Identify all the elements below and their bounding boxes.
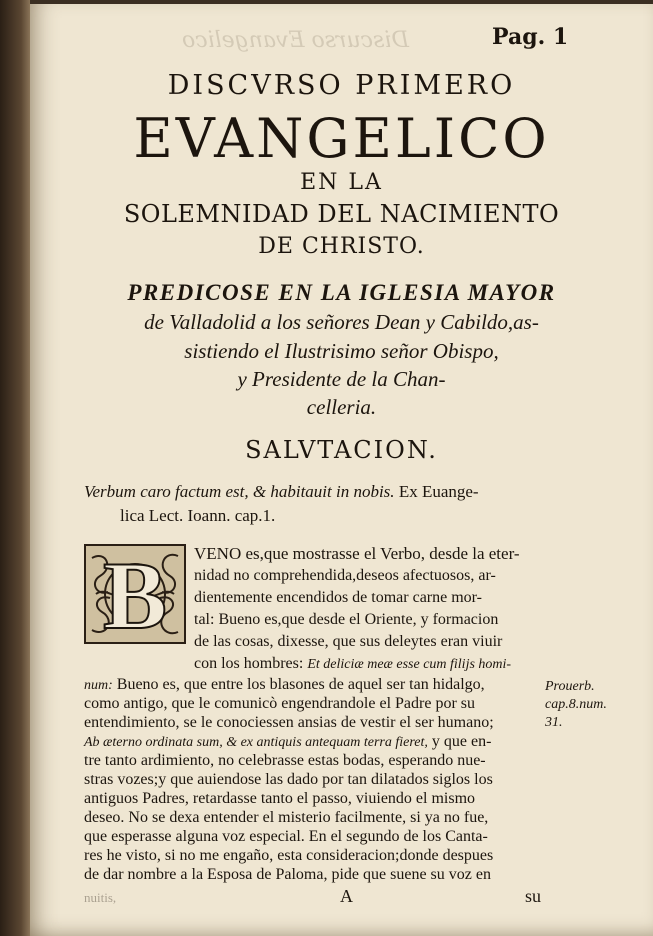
verse-source-a: Ex Euange-: [398, 482, 479, 501]
body-line-5: de las cosas, dixesse, que sus deleytes eran viuir: [194, 633, 503, 650]
decorated-initial: [84, 542, 186, 649]
body-line-4: tal: Bueno es,que desde el Oriente, y formacion: [194, 611, 499, 628]
body-line-10a-latin: Ab æterno ordinata sum, & ex antiquis antequam terra fieret,: [84, 735, 428, 750]
body-line-6a: con los hombres:: [194, 655, 304, 672]
body-line-2: nidad no comprehendida,deseos afectuosos, ar-: [194, 567, 496, 584]
body-line-14: deseo. No se dexa entender el misterio facilmente, si ya no fue,: [84, 809, 489, 826]
body-line-3: dientemente encendidos de tomar carne mor-: [194, 589, 482, 606]
title-line-evangelico: EVANGELICO: [133, 107, 550, 170]
title-line-en-la: EN LA: [300, 170, 383, 195]
preached-line-2: de Valladolid a los señores Dean y Cabildo,as-: [144, 310, 539, 334]
body-line-7: [84, 676, 485, 694]
body-line-16: res he visto, si no me engaño, esta consideracion;donde despues: [84, 847, 494, 864]
title-line-discurso: DISCVRSO PRIMERO: [167, 70, 516, 101]
body-line-10: [84, 733, 491, 751]
page-number: Pag. 1: [492, 24, 569, 50]
verse-latin: Verbum caro factum est, & habitauit in nobis.: [84, 482, 395, 501]
body-line-13: antiguos Padres, retardasse tanto el passo, viuiendo el mismo: [84, 790, 476, 807]
book-spine-shadow: [0, 0, 30, 936]
body-line-7a-latin: num:: [84, 678, 113, 693]
catchword: su: [525, 886, 542, 906]
body-line-12: stras vozes;y que auiendose las dado por tan dilatados siglos los: [84, 771, 493, 788]
bleed-through-text: Discurso Evangelico: [182, 28, 410, 53]
body-line-17: de dar nombre a la Esposa de Paloma, pide que suene su voz en: [84, 866, 491, 883]
preached-line-1: PREDICOSE EN LA IGLESIA MAYOR: [127, 280, 556, 305]
verse-source-b: lica Lect. Ioann. cap.1.: [120, 506, 276, 525]
drop-cap-letter: B: [102, 542, 168, 649]
title-line-solemnidad: SOLEMNIDAD DEL NACIMIENTO: [123, 200, 560, 228]
margin-note-2: cap.8.num.: [545, 697, 607, 712]
body-line-6: [194, 655, 511, 673]
body-line-10b: y que en-: [431, 733, 492, 750]
margin-note-3: 31.: [545, 715, 563, 730]
preached-line-3: sistiendo el Ilustrisimo señor Obispo,: [184, 339, 499, 363]
body-line-1: VENO es,que mostrasse el Verbo, desde la eter-: [194, 544, 520, 563]
body-line-15: que esperasse alguna voz especial. En el segundo de los Canta-: [84, 828, 488, 845]
body-line-6b-latin: Et deliciæ meæ esse cum filijs homi-: [307, 657, 512, 672]
margin-note-1: Prouerb.: [545, 679, 595, 694]
body-line-9: entendimiento, se le conociessen ansias de vestir el ser humano;: [84, 714, 494, 731]
title-line-christo: DE CHRISTO.: [258, 234, 425, 259]
salutation-heading: SALVTACION.: [245, 436, 438, 464]
body-line-7b: Bueno es, que entre los blasones de aquel ser tan hidalgo,: [116, 676, 485, 693]
signature-mark: A: [340, 886, 353, 906]
faint-mark: nuitis,: [84, 890, 117, 905]
body-line-8: como antigo, que le comunicò engendrandole el Padre por su: [84, 695, 475, 712]
verse-line: [84, 482, 479, 502]
preached-line-4: y Presidente de la Chan-: [237, 367, 446, 391]
preached-line-5: celleria.: [306, 395, 377, 419]
body-line-11: tre tanto ardimiento, no celebrasse estas bodas, esperando nue-: [84, 752, 486, 769]
